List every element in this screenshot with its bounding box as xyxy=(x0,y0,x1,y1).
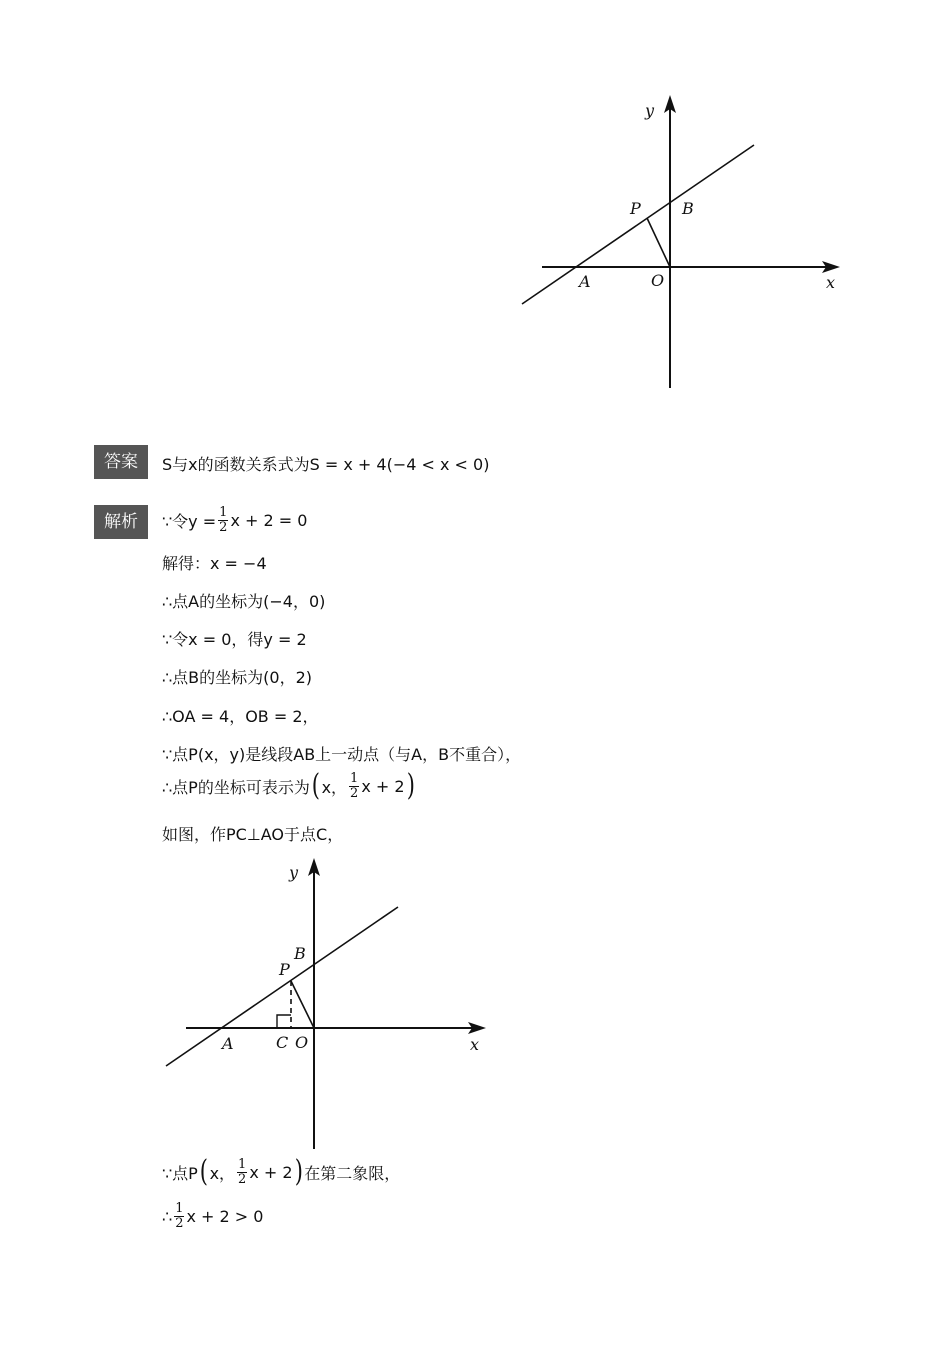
line1-suffix: x + 2 = 0 xyxy=(230,511,308,530)
line8-x: x， xyxy=(321,777,348,797)
figure-2 xyxy=(160,855,495,1155)
fraction-denominator: 2 xyxy=(219,520,228,535)
line1-prefix: ∵令y = xyxy=(162,512,217,531)
analysis-line-5: ∴点B的坐标为(0，2) xyxy=(162,668,313,687)
analysis-line-10 xyxy=(162,1154,401,1189)
fraction-numerator: 1 xyxy=(175,1201,184,1216)
fraction-numerator: 1 xyxy=(350,770,359,786)
fraction-denominator: 2 xyxy=(350,785,359,801)
line10-suffix: 在第二象限， xyxy=(304,1163,401,1183)
figure-1 xyxy=(510,90,855,395)
line10-expr: x + 2 xyxy=(249,1162,293,1182)
fraction-half xyxy=(349,772,359,801)
answer-text: S与x的函数关系式为S = x + 4(−4 < x < 0) xyxy=(162,455,490,474)
left-paren: ( xyxy=(311,768,320,803)
line8-prefix: ∴点P的坐标可表示为 xyxy=(162,777,310,797)
fig2-o-label: O xyxy=(295,1033,309,1052)
fig1-x-label: x xyxy=(826,273,836,292)
analysis-line-9: 如图，作PC⊥AO于点C， xyxy=(162,825,344,844)
fig2-p-label: P xyxy=(279,960,290,979)
fraction-denominator: 2 xyxy=(175,1216,184,1231)
fraction-half xyxy=(174,1202,184,1231)
analysis-line-3: ∴点A的坐标为(−4，0) xyxy=(162,592,326,611)
left-paren: ( xyxy=(199,1154,208,1189)
fraction-numerator: 1 xyxy=(219,505,228,520)
analysis-line-2: 解得：x = −4 xyxy=(162,554,267,573)
fig2-b-label: B xyxy=(294,944,306,963)
analysis-line-4: ∵令x = 0，得y = 2 xyxy=(162,630,307,649)
analysis-tag: 解析 xyxy=(94,505,148,539)
fraction-numerator: 1 xyxy=(238,1156,247,1172)
line10-prefix: ∵点P xyxy=(162,1163,198,1183)
line11-prefix: ∴ xyxy=(162,1207,173,1226)
fig2-c-label: C xyxy=(276,1033,289,1052)
fig1-a-label: A xyxy=(579,272,591,291)
analysis-line-8 xyxy=(162,768,416,803)
fig1-o-label: O xyxy=(651,271,665,290)
fig1-y-label: y xyxy=(645,101,655,120)
analysis-line-1 xyxy=(162,506,307,535)
fig2-y-label: y xyxy=(289,863,299,882)
answer-tag: 答案 xyxy=(94,445,148,479)
fraction-half xyxy=(218,506,228,535)
right-paren: ) xyxy=(294,1154,303,1189)
fraction-denominator: 2 xyxy=(238,1171,247,1187)
line11-expr: x + 2 > 0 xyxy=(186,1207,264,1226)
right-paren: ) xyxy=(406,768,415,803)
fraction-half xyxy=(237,1158,247,1187)
line8-expr: x + 2 xyxy=(361,776,405,796)
fig1-p-label: P xyxy=(630,199,641,218)
analysis-line-11 xyxy=(162,1202,263,1231)
line10-x: x， xyxy=(209,1163,236,1183)
analysis-line-7: ∵点P(x，y)是线段AB上一动点（与A，B不重合）， xyxy=(162,745,522,764)
fig1-b-label: B xyxy=(682,199,694,218)
fig2-x-label: x xyxy=(470,1035,480,1054)
fig2-a-label: A xyxy=(222,1034,234,1053)
analysis-line-6: ∴OA = 4，OB = 2， xyxy=(162,707,319,726)
